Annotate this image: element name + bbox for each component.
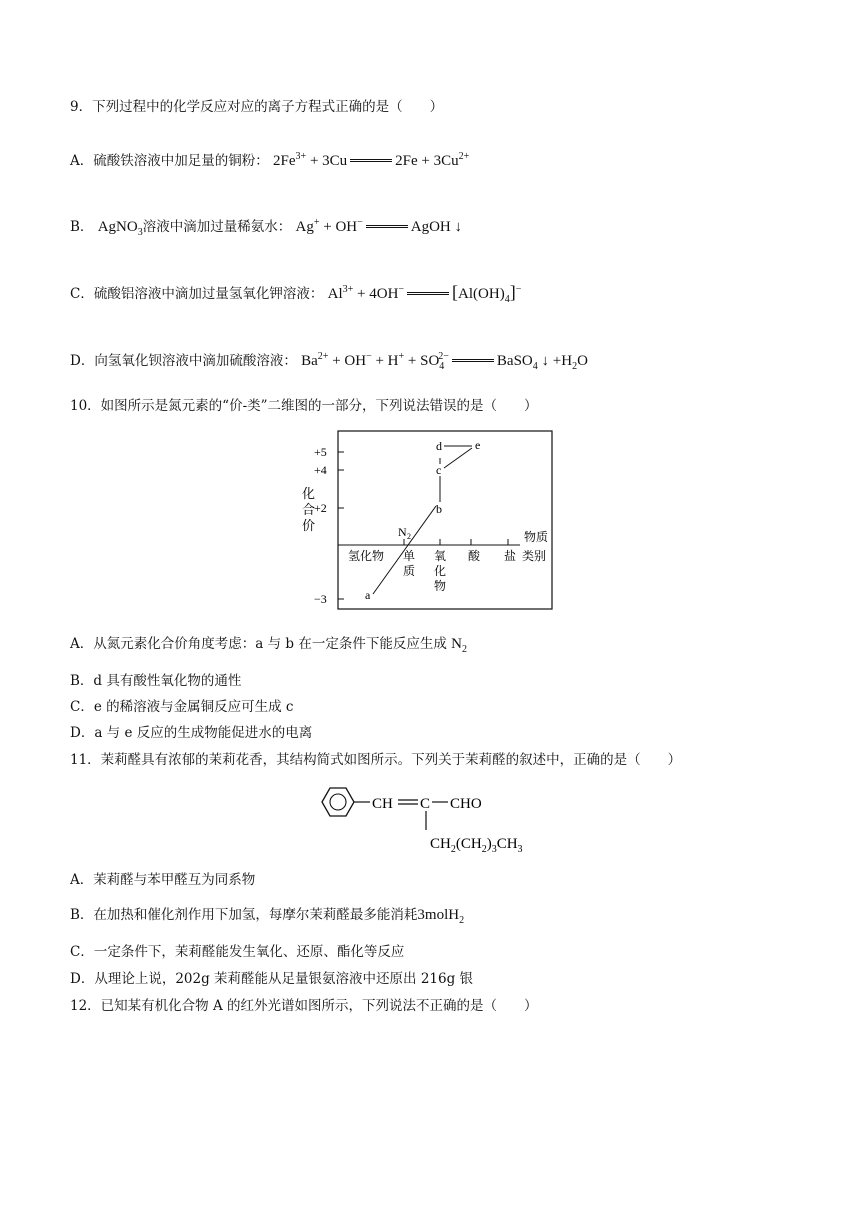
q10-option-d: D．a 与 e 反应的生成物能促进水的电离 (70, 725, 313, 741)
x-category: 酸 (468, 549, 481, 563)
option-text: A．硫酸铁溶液中加足量的铜粉： (70, 153, 269, 169)
equation: $Al^{3+} + 4OH^-$ $[Al(OH)_4]^-$ (327, 282, 522, 305)
equals-sign (452, 359, 494, 362)
equals-sign (407, 292, 449, 295)
side-chain: $CH_2(CH_2)_3CH_3$ (430, 836, 523, 855)
y-tick: +2 (314, 501, 327, 515)
q12-stem: 12．已知某有机化合物 A 的红外光谱如图所示，下列说法不正确的是（ ） (70, 998, 538, 1014)
x-category: 氧 (434, 549, 447, 563)
q9-option-a (70, 148, 469, 170)
point-a: a (365, 588, 371, 602)
y-label: 合 (302, 502, 316, 517)
x-category: 单 (403, 549, 416, 563)
point-b: b (436, 502, 442, 516)
equals-sign (350, 159, 392, 162)
point-n2-sub: 2 (407, 532, 411, 541)
q11-option-a: A．茉莉醛与苯甲醛互为同系物 (70, 872, 256, 888)
q9-option-c: C．硫酸铝溶液中滴加过量氢氧化钾溶液： $Al^{3+} + 4OH^-$ $[Al(OH)_4]^-$ (70, 282, 522, 305)
equation: $2Fe^{3+} + 3Cu$ $2Fe + 3Cu^{2+}$ (273, 151, 470, 169)
equals-sign (366, 225, 408, 228)
x-label: 类别 (522, 549, 547, 563)
q11-option-d: D．从理论上说，202g 茉莉醛能从足量银氨溶液中还原出 216g 银 (70, 971, 474, 987)
x-category: 物 (434, 579, 447, 593)
equation: Ag+ + OH− AgOH ↓ (295, 217, 463, 235)
y-tick: −3 (314, 592, 327, 606)
cho-group: CHO (450, 796, 482, 812)
x-category: 化 (434, 564, 447, 578)
equation: $Ba^{2+} + OH^- + H^+ + SO_4^{2-}$ BaSO$_4$ ↓ $+H_2O$ (301, 351, 588, 372)
x-label: 物质 (524, 530, 549, 544)
q10-option-a: A．从氮元素化合价角度考虑：a 与 b 在一定条件下能反应生成 $N_2$ (70, 636, 467, 655)
y-label: 价 (302, 518, 316, 533)
point-c: c (436, 463, 442, 477)
q10-option-c: C．e 的稀溶液与金属铜反应可生成 c (70, 699, 294, 715)
q10-option-b: B．d 具有酸性氧化物的通性 (70, 673, 242, 689)
q11-stem: 11．茉莉醛具有浓郁的茉莉花香，其结构简式如图所示。下列关于茉莉醛的叙述中，正确的是（ ） (70, 752, 682, 768)
x-category: 氢化物 (348, 549, 385, 563)
q11-option-b: B．在加热和催化剂作用下加氢，每摩尔茉莉醛最多能消耗3molH$_2$ (70, 907, 465, 926)
c-atom: C (420, 796, 431, 812)
q9-option-d: D．向氢氧化钡溶液中滴加硫酸溶液： $Ba^{2+} + OH^- + H^+ + SO_4^{2-}$ BaSO$_4$ ↓ $+H_2O$ (70, 351, 588, 372)
q9-option-b: B． AgNO$_3$溶液中滴加过量稀氨水： Ag+ + OH− AgOH ↓ (70, 217, 463, 238)
x-category: 质 (403, 564, 416, 578)
x-category: 盐 (504, 549, 517, 563)
jasminaldehyde-structure (310, 778, 550, 858)
y-tick: +5 (314, 445, 327, 459)
q9-stem: 9．下列过程中的化学反应对应的离子方程式正确的是（ ） (70, 99, 444, 115)
y-label: 化 (302, 486, 316, 501)
point-e: e (475, 438, 481, 452)
q11-option-c: C．一定条件下，茉莉醛能发生氧化、还原、酯化等反应 (70, 944, 405, 960)
point-n2: N (398, 525, 407, 539)
ch-group: CH (372, 796, 393, 812)
y-tick: +4 (314, 463, 327, 477)
valence-class-diagram (300, 428, 560, 612)
point-d: d (436, 439, 442, 453)
q10-stem: 10．如图所示是氮元素的“价-类”二维图的一部分，下列说法错误的是（ ） (70, 398, 538, 414)
